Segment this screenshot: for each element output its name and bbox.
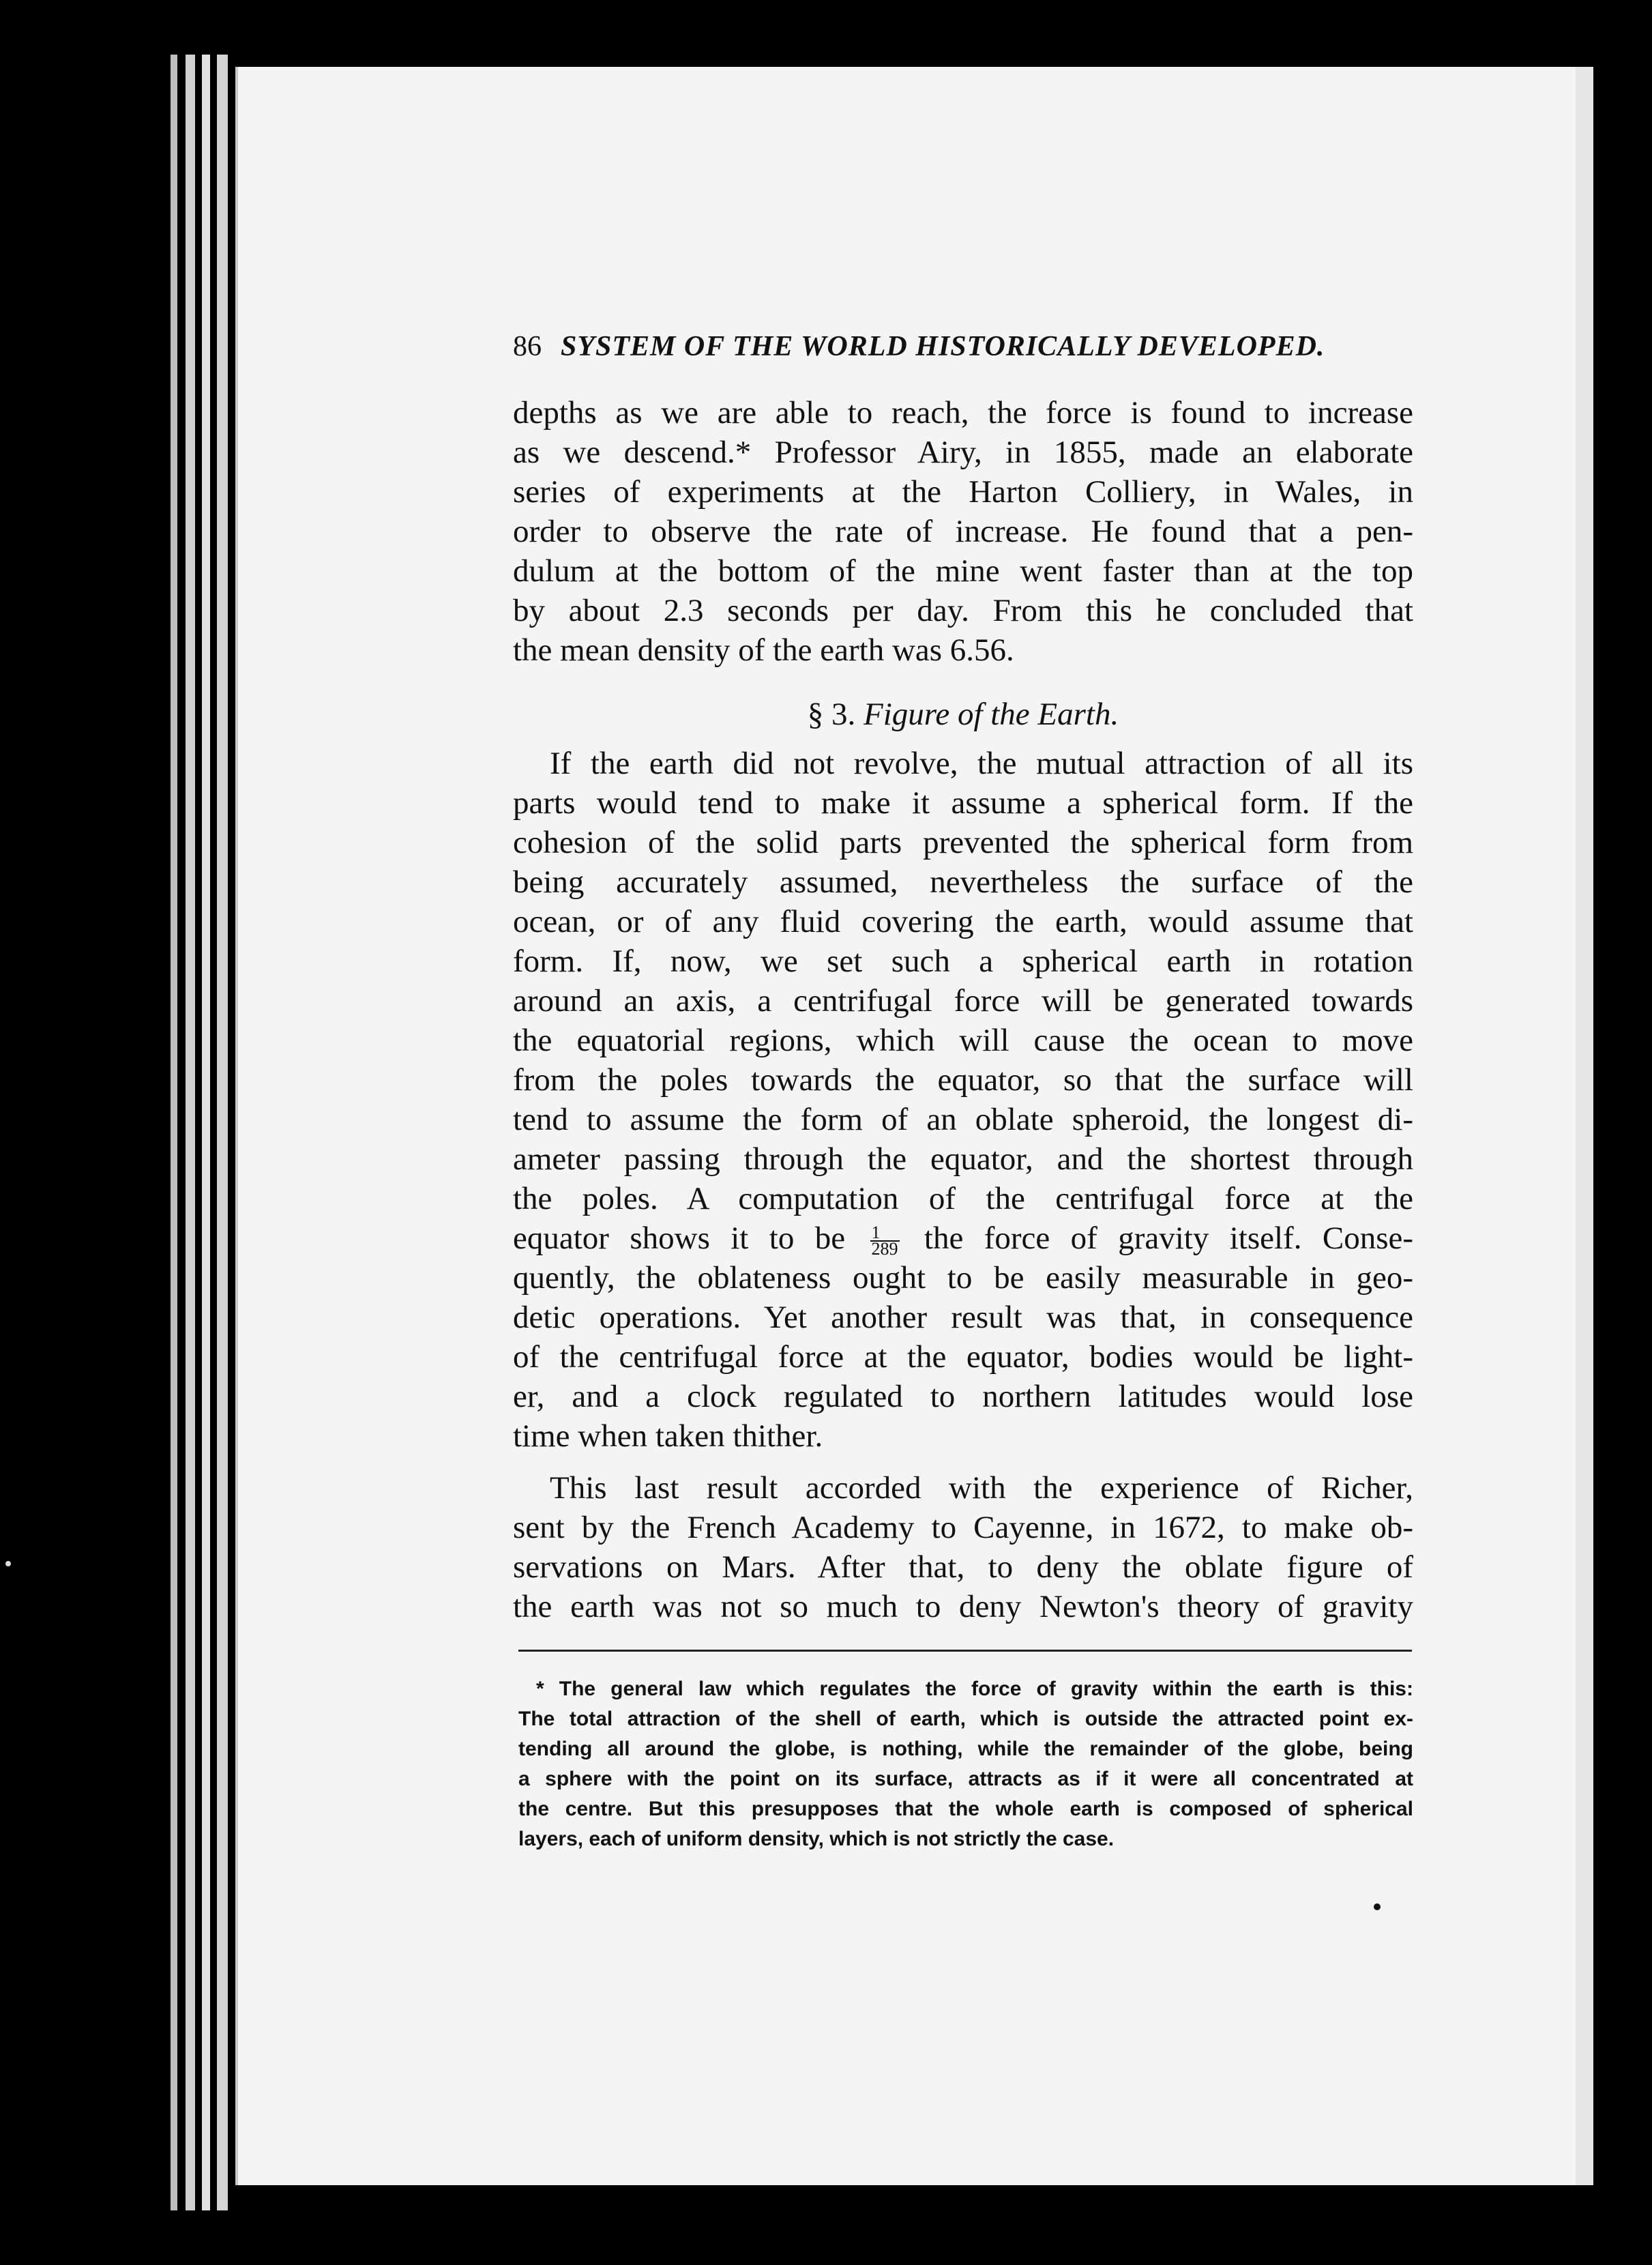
body-line: series of experiments at the Harton Colliery, in Wales, in — [513, 474, 1413, 510]
body-line: by about 2.3 seconds per day. From this he concluded that — [513, 593, 1413, 628]
footnote-line: * The general law which regulates the force of gravity within the earth is this: — [536, 1678, 1413, 1700]
body-line: cohesion of the solid parts prevented the spherical form from — [513, 825, 1413, 860]
binding-edge — [186, 55, 195, 2210]
body-line: ameter passing through the equator, and the shortest through — [513, 1141, 1413, 1177]
body-line: If the earth did not revolve, the mutual attraction of all its — [550, 746, 1413, 781]
body-line: as we descend.* Professor Airy, in 1855, made an elaborate — [513, 435, 1413, 470]
body-line: the equatorial regions, which will cause the ocean to move — [513, 1023, 1413, 1058]
body-line: dulum at the bottom of the mine went faster than at the top — [513, 553, 1413, 589]
body-line: the earth was not so much to deny Newton's theory of gravity — [513, 1589, 1413, 1624]
footnote-line: a sphere with the point on its surface, attracts as if it were all concentrated at — [518, 1768, 1413, 1790]
footnote-line: layers, each of uniform density, which is not strictly the case. — [518, 1828, 1115, 1850]
running-head — [513, 326, 1413, 367]
footnote-line: The total attraction of the shell of earth, which is outside the attracted point ex- — [518, 1708, 1413, 1730]
body-line: detic operations. Yet another result was that, in consequence — [513, 1300, 1413, 1335]
body-line: servations on Mars. After that, to deny the oblate figure of — [513, 1549, 1413, 1585]
scan-speck — [5, 1561, 11, 1566]
body-line-with-fraction — [513, 1218, 1413, 1258]
binding-edge — [171, 55, 177, 2210]
body-line: time when taken thither. — [513, 1418, 823, 1454]
body-line: This last result accorded with the experience of Richer, — [550, 1470, 1413, 1506]
body-line: being accurately assumed, nevertheless the surface of the — [513, 864, 1413, 900]
body-line: form. If, now, we set such a spherical earth in rotation — [513, 944, 1413, 979]
body-line: the poles. A computation of the centrifugal force at the — [513, 1181, 1413, 1216]
body-line: ocean, or of any fluid covering the earth, would assume that — [513, 904, 1413, 939]
binding-edge — [202, 55, 210, 2210]
body-line: of the centrifugal force at the equator, bodies would be light- — [513, 1339, 1413, 1375]
fraction-line-after: the force of gravity itself. Conse- — [924, 1221, 1414, 1256]
body-line: sent by the French Academy to Cayenne, in 1672, to make ob- — [513, 1510, 1413, 1545]
body-line: depths as we are able to reach, the force is found to increase — [513, 395, 1413, 430]
footnote-rule — [518, 1650, 1412, 1652]
fraction-line-before: equator shows it to be — [513, 1221, 846, 1256]
body-line: parts would tend to make it assume a spherical form. If the — [513, 785, 1413, 821]
fraction-denominator: 289 — [871, 1239, 898, 1259]
body-line: quently, the oblateness ought to be easily measurable in geo- — [513, 1260, 1413, 1296]
running-title: SYSTEM OF THE WORLD HISTORICALLY DEVELOPED. — [561, 331, 1325, 362]
body-line: order to observe the rate of increase. He found that a pen- — [513, 514, 1413, 549]
body-line: the mean density of the earth was 6.56. — [513, 632, 1014, 668]
fraction — [870, 1225, 900, 1257]
section-number: § 3. — [807, 697, 856, 732]
section-heading — [513, 695, 1413, 734]
body-line: around an axis, a centrifugal force will be generated towards — [513, 983, 1413, 1019]
fraction-numerator: 1 — [870, 1225, 900, 1242]
body-line: tend to assume the form of an oblate spheroid, the longest di- — [513, 1102, 1413, 1137]
binding-edge — [217, 55, 228, 2210]
page-edge-right — [1576, 67, 1593, 2185]
body-line: er, and a clock regulated to northern latitudes would lose — [513, 1379, 1413, 1414]
footnote-line: tending all around the globe, is nothing, while the remainder of the globe, being — [518, 1738, 1413, 1760]
body-line: from the poles towards the equator, so that the surface will — [513, 1062, 1413, 1098]
page-number: 86 — [513, 331, 542, 362]
scan-speck — [1374, 1903, 1381, 1910]
footnote-line: the centre. But this presupposes that the whole earth is composed of spherical — [518, 1798, 1413, 1820]
section-title: Figure of the Earth. — [864, 697, 1119, 732]
